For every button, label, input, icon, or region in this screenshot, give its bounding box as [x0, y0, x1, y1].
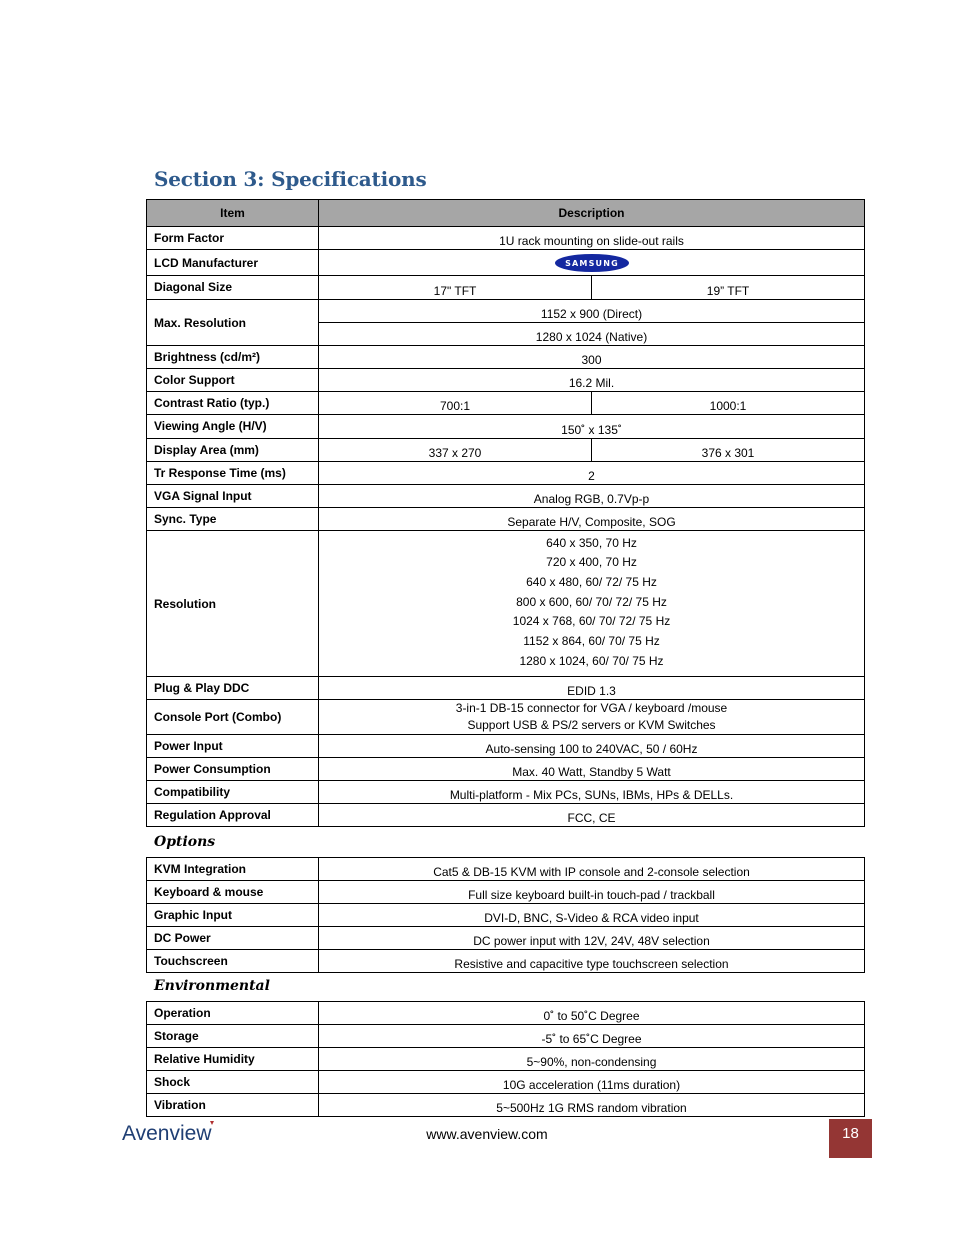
- spec-label: Max. Resolution: [147, 300, 319, 346]
- option-label: DC Power: [147, 927, 319, 950]
- spec-value: 1280 x 1024 (Native): [319, 323, 865, 346]
- spec-label: Regulation Approval: [147, 804, 319, 827]
- spec-value: FCC, CE: [319, 804, 865, 827]
- list-item: 800 x 600, 60/ 70/ 72/ 75 Hz: [516, 594, 667, 609]
- option-label: Graphic Input: [147, 904, 319, 927]
- spec-value: 19” TFT: [592, 276, 865, 300]
- spec-label: Sync. Type: [147, 508, 319, 531]
- header-item: Item: [147, 200, 319, 227]
- table-row: [147, 858, 865, 881]
- spec-value: [319, 250, 865, 276]
- spec-label: Plug & Play DDC: [147, 677, 319, 700]
- spec-label: Display Area (mm): [147, 439, 319, 462]
- spec-label: Viewing Angle (H/V): [147, 415, 319, 439]
- spec-label: Power Consumption: [147, 758, 319, 781]
- spec-value: 300: [319, 346, 865, 369]
- table-row: [147, 369, 865, 392]
- table-row: [147, 881, 865, 904]
- spec-value: EDID 1.3: [319, 677, 865, 700]
- page-number: 18: [829, 1119, 872, 1158]
- option-value: Cat5 & DB-15 KVM with IP console and 2-console selection: [319, 858, 865, 881]
- spec-value: 17" TFT: [319, 276, 592, 300]
- env-value: 5~90%, non-condensing: [319, 1048, 865, 1071]
- table-row: [147, 1025, 865, 1048]
- table-row: [147, 1048, 865, 1071]
- spec-value: Max. 40 Watt, Standby 5 Watt: [319, 758, 865, 781]
- table-row: [147, 1094, 865, 1117]
- spec-value: 16.2 Mil.: [319, 369, 865, 392]
- header-description: Description: [319, 200, 865, 227]
- spec-value: 1152 x 900 (Direct): [319, 300, 865, 323]
- spec-label: Brightness (cd/m²): [147, 346, 319, 369]
- list-item: 1280 x 1024, 60/ 70/ 75 Hz: [519, 653, 664, 668]
- console-line: 3-in-1 DB-15 connector for VGA / keyboard /mouse: [455, 701, 728, 715]
- table-row: [147, 392, 865, 415]
- table-row: [147, 735, 865, 758]
- spec-label: Power Input: [147, 735, 319, 758]
- table-row: [147, 1071, 865, 1094]
- table-row: [147, 927, 865, 950]
- svg-text:Avenview: Avenview: [122, 1122, 212, 1145]
- env-value: 5~500Hz 1G RMS random vibration: [319, 1094, 865, 1117]
- options-table: [146, 857, 865, 973]
- spec-value: Multi-platform - Mix PCs, SUNs, IBMs, HPs & DELLs.: [319, 781, 865, 804]
- env-label: Relative Humidity: [147, 1048, 319, 1071]
- table-row: [147, 531, 865, 677]
- option-label: Touchscreen: [147, 950, 319, 973]
- option-value: DVI-D, BNC, S-Video & RCA video input: [319, 904, 865, 927]
- table-row: [147, 508, 865, 531]
- spec-label: Console Port (Combo): [147, 700, 319, 735]
- option-value: Resistive and capacitive type touchscreen selection: [319, 950, 865, 973]
- table-row: [147, 462, 865, 485]
- table-row: [147, 804, 865, 827]
- spec-value: 700:1: [319, 392, 592, 415]
- table-row: [147, 485, 865, 508]
- env-value: 0˚ to 50˚C Degree: [319, 1002, 865, 1025]
- spec-value: 337 x 270: [319, 439, 592, 462]
- spec-label: LCD Manufacturer: [147, 250, 319, 276]
- spec-label: Form Factor: [147, 227, 319, 250]
- option-label: Keyboard & mouse: [147, 881, 319, 904]
- env-label: Operation: [147, 1002, 319, 1025]
- table-row: [147, 439, 865, 462]
- spec-label: Color Support: [147, 369, 319, 392]
- spec-value: 1000:1: [592, 392, 865, 415]
- table-header-row: [147, 200, 865, 227]
- option-label: KVM Integration: [147, 858, 319, 881]
- spec-label: Diagonal Size: [147, 276, 319, 300]
- spec-label: Contrast Ratio (typ.): [147, 392, 319, 415]
- environmental-table: [146, 1001, 865, 1117]
- env-label: Vibration: [147, 1094, 319, 1117]
- table-row: [147, 276, 865, 300]
- spec-value: Separate H/V, Composite, SOG: [319, 508, 865, 531]
- table-row: [147, 677, 865, 700]
- environmental-heading: Environmental: [154, 978, 270, 994]
- console-line: Support USB & PS/2 servers or KVM Switches: [467, 718, 716, 732]
- section-title: Section 3: Specifications: [154, 167, 427, 191]
- spec-label: Resolution: [147, 531, 319, 677]
- list-item: 1152 x 864, 60/ 70/ 75 Hz: [523, 634, 660, 649]
- table-row: [147, 415, 865, 439]
- svg-text:SAMSUNG: SAMSUNG: [564, 258, 619, 268]
- samsung-logo: [554, 253, 630, 273]
- spec-value: 1U rack mounting on slide-out rails: [319, 227, 865, 250]
- spec-value: [319, 700, 865, 735]
- table-row: [147, 250, 865, 276]
- env-label: Storage: [147, 1025, 319, 1048]
- list-item: 640 x 350, 70 Hz: [546, 535, 637, 550]
- spec-label: VGA Signal Input: [147, 485, 319, 508]
- table-row: [147, 1002, 865, 1025]
- env-value: -5˚ to 65˚C Degree: [319, 1025, 865, 1048]
- table-row: [147, 227, 865, 250]
- spec-table: [146, 199, 865, 827]
- option-value: DC power input with 12V, 24V, 48V selection: [319, 927, 865, 950]
- table-row: [147, 700, 865, 735]
- list-item: 640 x 480, 60/ 72/ 75 Hz: [526, 574, 657, 589]
- resolution-list: [319, 532, 864, 676]
- table-row: [147, 758, 865, 781]
- spec-value: 376 x 301: [592, 439, 865, 462]
- options-heading: Options: [154, 834, 216, 850]
- env-value: 10G acceleration (11ms duration): [319, 1071, 865, 1094]
- table-row: [147, 781, 865, 804]
- table-row: [147, 300, 865, 323]
- table-row: [147, 346, 865, 369]
- list-item: 1024 x 768, 60/ 70/ 72/ 75 Hz: [512, 614, 671, 629]
- list-item: 720 x 400, 70 Hz: [546, 555, 637, 570]
- table-row: [147, 904, 865, 927]
- table-row: [147, 950, 865, 973]
- footer-url[interactable]: www.avenview.com: [426, 1126, 548, 1142]
- spec-label: Tr Response Time (ms): [147, 462, 319, 485]
- spec-value: [319, 531, 865, 677]
- spec-label: Compatibility: [147, 781, 319, 804]
- option-value: Full size keyboard built-in touch-pad / trackball: [319, 881, 865, 904]
- env-label: Shock: [147, 1071, 319, 1094]
- spec-value: 2: [319, 462, 865, 485]
- spec-value: Analog RGB, 0.7Vp-p: [319, 485, 865, 508]
- spec-value: 150˚ x 135˚: [319, 415, 865, 439]
- spec-value: Auto-sensing 100 to 240VAC, 50 / 60Hz: [319, 735, 865, 758]
